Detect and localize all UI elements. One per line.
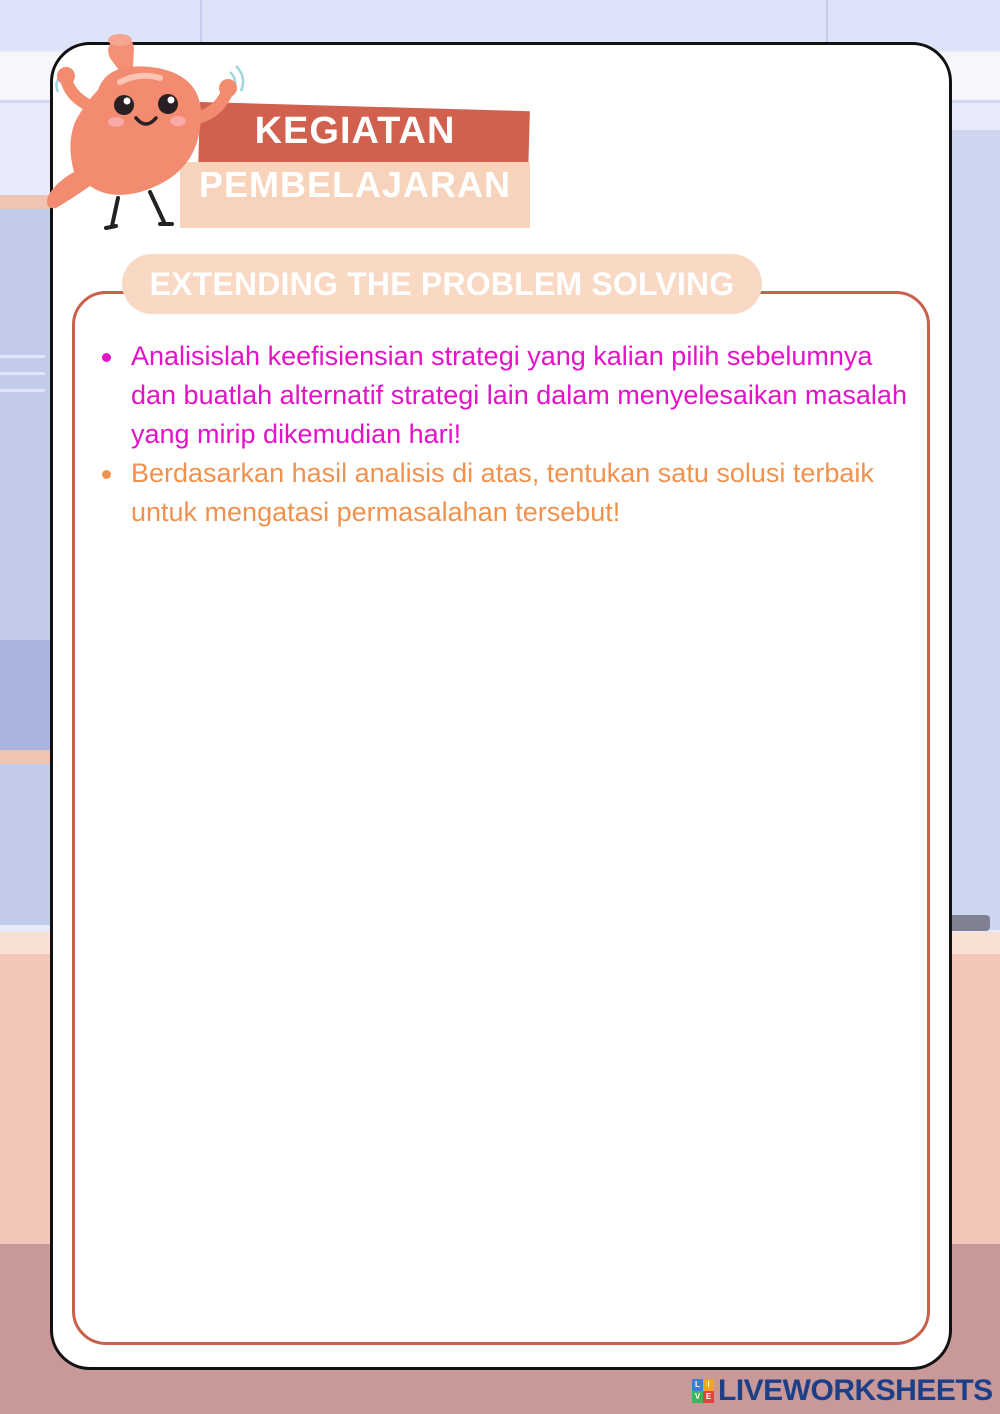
instruction-text: Analisislah keefisiensian strategi yang kalian pilih sebelumnya dan buatlah alternatif strategi lain dalam menyelesaikan masalah yang mirip dikemudian hari! [131,341,907,449]
instruction-item [100,337,915,454]
bullet-icon [102,470,111,479]
brand-name: LIVEWORKSHEETS [718,1374,993,1407]
background-left-stripe [0,750,55,764]
badge-letter: V [692,1391,703,1403]
page-title-line1: KEGIATAN [254,110,456,152]
background-left-panel [0,195,55,925]
instruction-item [100,454,915,532]
instruction-text: Berdasarkan hasil analisis di atas, tentukan satu solusi terbaik untuk mengatasi permasalahan tersebut! [131,458,874,527]
section-title: EXTENDING THE PROBLEM SOLVING [122,254,762,314]
badge-letter: L [692,1379,703,1391]
background-left-shelf [0,640,55,750]
liveworksheets-badge-icon [692,1379,714,1403]
liveworksheets-logo [692,1374,993,1408]
instruction-list [100,337,915,532]
bullet-icon [102,353,111,362]
background-divider [826,0,828,48]
background-lines [0,355,45,406]
badge-letter: I [703,1379,714,1391]
page-title-line2: PEMBELAJARAN [198,164,512,205]
badge-letter: E [703,1391,714,1403]
background-right-panel [948,130,1000,930]
stomach-mascot-icon [40,30,250,240]
